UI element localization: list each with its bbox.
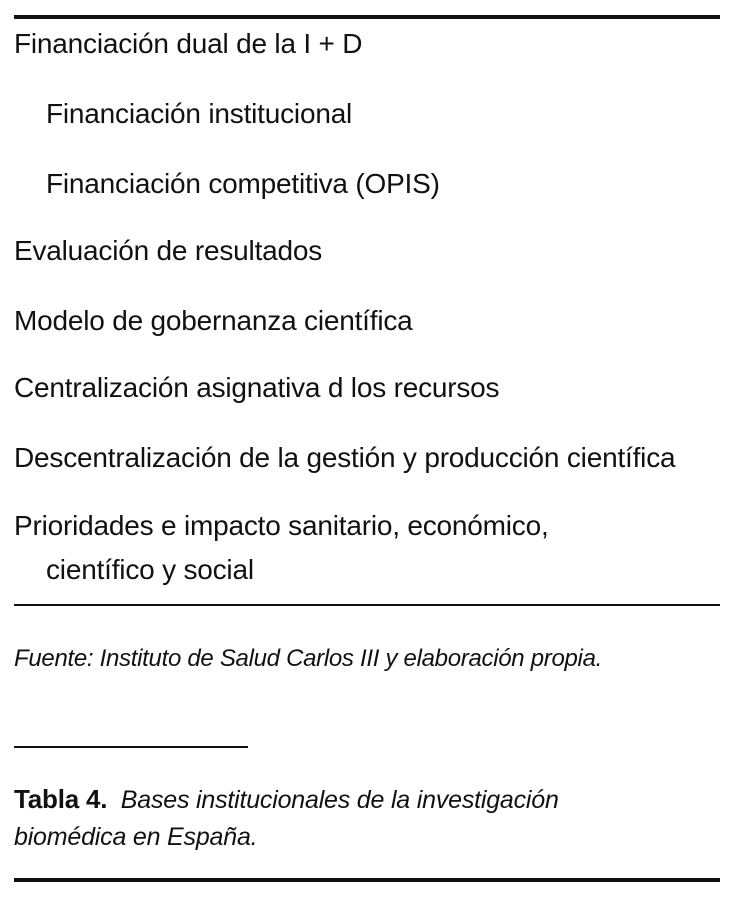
table-source-note: Fuente: Instituto de Salud Carlos III y elaboración propia. bbox=[14, 645, 602, 672]
table-row-financiacion-institucional: Financiación institucional bbox=[46, 98, 353, 129]
table-row-financiacion-dual: Financiación dual de la I + D bbox=[14, 28, 363, 59]
caption-separator bbox=[14, 746, 248, 748]
table-row-financiacion-competitiva: Financiación competitiva (OPIS) bbox=[46, 168, 440, 199]
caption-title: Bases institucionales de la investigación biomédica en España. bbox=[14, 786, 559, 851]
table-bottom-rule bbox=[14, 604, 720, 606]
table-row-prioridades-line1: Prioridades e impacto sanitario, económico, bbox=[14, 510, 549, 541]
table-row-descentralizacion: Descentralización de la gestión y producción científica bbox=[14, 442, 676, 473]
table-row-centralizacion: Centralización asignativa d los recursos bbox=[14, 372, 500, 403]
caption-bottom-rule bbox=[14, 878, 720, 882]
table-row-prioridades-line2: científico y social bbox=[46, 554, 254, 585]
table-row-modelo-gobernanza: Modelo de gobernanza científica bbox=[14, 305, 413, 336]
table-row-evaluacion-resultados: Evaluación de resultados bbox=[14, 235, 323, 266]
caption-label: Tabla 4. bbox=[14, 784, 108, 814]
table-top-rule bbox=[14, 15, 720, 19]
table-caption bbox=[14, 781, 654, 856]
